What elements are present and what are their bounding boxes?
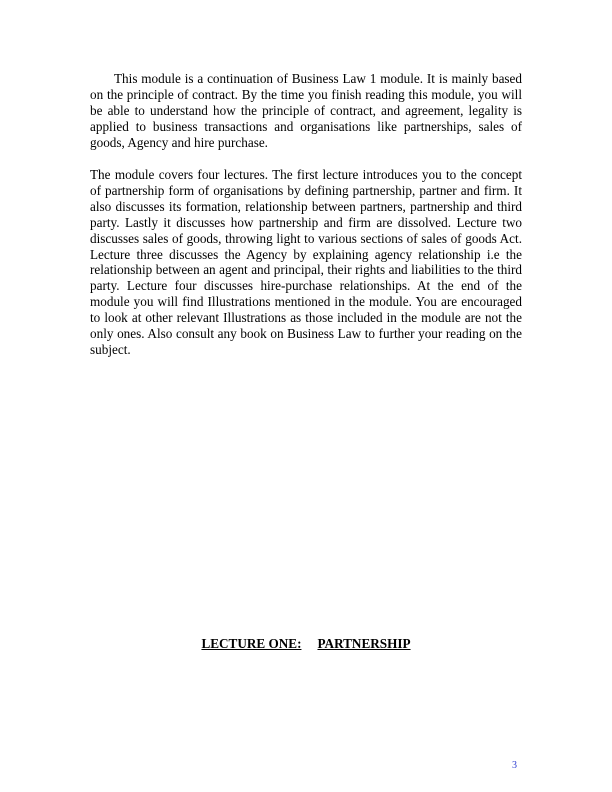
module-overview-paragraph: The module covers four lectures. The first lecture introduces you to the concept of partnership form of organisations by defining partnership, partner and firm. It also discusses its formation, relationship between partners, partnership and third party. Lastly it discusses how partnership and firm are dissolved. Lecture two discusses sales of goods, throwing light to various sections of sales of goods Act. Lecture three discusses the Agency by explaining agency relationship i.e the relationship between an agent and principal, their rights and liabilities to the third party. Lecture four discusses hire-purchase relationships. At the end of the module you will find Illustrations mentioned in the module. You are encouraged to look at other relevant Illustrations as those included in the module are not the only ones. Also consult any book on Business Law to further your reading on the subject. xyxy=(90,167,522,357)
lecture-number: LECTURE ONE: xyxy=(201,636,302,651)
lecture-title: PARTNERSHIP xyxy=(317,636,411,651)
intro-paragraph: This module is a continuation of Business Law 1 module. It is mainly based on the principle of contract. By the time you finish reading this module, you will be able to understand how the principle of contract, and agreement, legality is applied to business transactions and organisations like partnerships, sales of goods, Agency and hire purchase. xyxy=(90,71,522,150)
lecture-heading xyxy=(0,636,612,652)
page-number: 3 xyxy=(512,760,517,771)
